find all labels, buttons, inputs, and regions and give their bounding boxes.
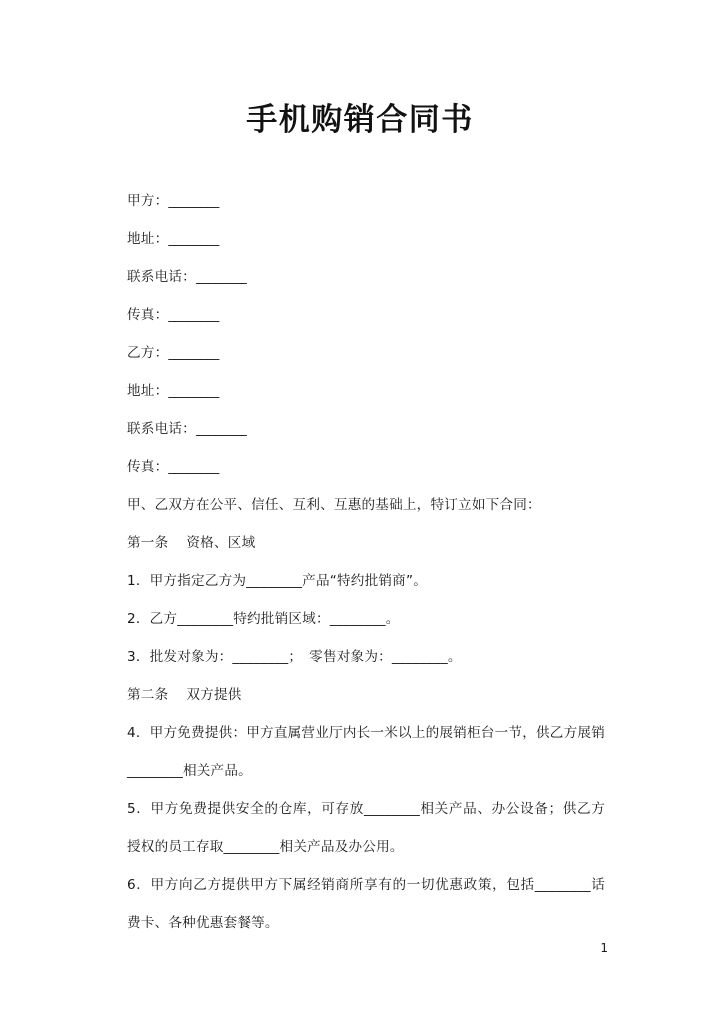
party-a-name-line: [127, 182, 605, 220]
section-one-title: 资格、区域: [186, 535, 256, 551]
party-a-address-blank: ________: [168, 231, 219, 247]
party-a-phone-blank: ________: [195, 269, 247, 285]
party-b-phone-blank: ________: [195, 421, 247, 437]
section-two-title: 双方提供: [186, 687, 242, 703]
clause-item-4: 4．甲方免费提供：甲方直属营业厅内长一米以上的展销柜台一节，供乙方展销________相关产品。: [127, 725, 605, 779]
page-title: 手机购销合同书: [246, 102, 474, 138]
preamble-paragraph: 甲、乙双方在公平、信任、互利、互惠的基础上，特订立如下合同：: [127, 497, 541, 513]
clause-item-3: 3．批发对象为：________； 零售对象为：________。: [127, 649, 462, 665]
party-a-phone-label: 联系电话：: [127, 269, 196, 285]
party-a-name-label: 甲方：: [127, 193, 169, 209]
party-b-address-label: 地址：: [127, 383, 169, 399]
party-a-fax-blank: ________: [168, 307, 219, 323]
clause-item-5: 5．甲方免费提供安全的仓库，可存放________相关产品、办公设备；供乙方授权的员工存取________相关产品及办公用。: [127, 801, 605, 855]
party-b-address-blank: ________: [168, 383, 219, 399]
party-a-fax-line: [127, 296, 605, 334]
party-b-phone-label: 联系电话：: [127, 421, 196, 437]
clause-item-6: 6．甲方向乙方提供甲方下属经销商所享有的一切优惠政策，包括________话费卡、各种优惠套餐等。: [127, 877, 605, 931]
party-a-name-blank: ________: [168, 193, 219, 209]
clause-item-2: 2．乙方________特约批销区域：________。: [127, 611, 400, 627]
party-b-fax-label: 传真：: [127, 459, 169, 475]
section-two-number: 第二条: [127, 687, 169, 703]
page-number: 1: [600, 941, 608, 955]
party-b-name-blank: ________: [168, 345, 219, 361]
section-two-heading: [127, 676, 605, 714]
section-one-heading: [127, 524, 605, 562]
party-a-address-line: [127, 220, 605, 258]
party-b-fax-blank: ________: [168, 459, 219, 475]
party-b-name-line: [127, 334, 605, 372]
party-b-phone-line: [127, 410, 605, 448]
party-b-fax-line: [127, 448, 605, 486]
party-a-fax-label: 传真：: [127, 307, 169, 323]
contract-body: [127, 182, 605, 942]
clause-item-1: 1．甲方指定乙方为________产品“特约批销商”。: [127, 573, 428, 589]
party-a-address-label: 地址：: [127, 231, 169, 247]
section-one-number: 第一条: [127, 535, 169, 551]
party-b-name-label: 乙方：: [127, 345, 169, 361]
party-b-address-line: [127, 372, 605, 410]
party-a-phone-line: [127, 258, 605, 296]
